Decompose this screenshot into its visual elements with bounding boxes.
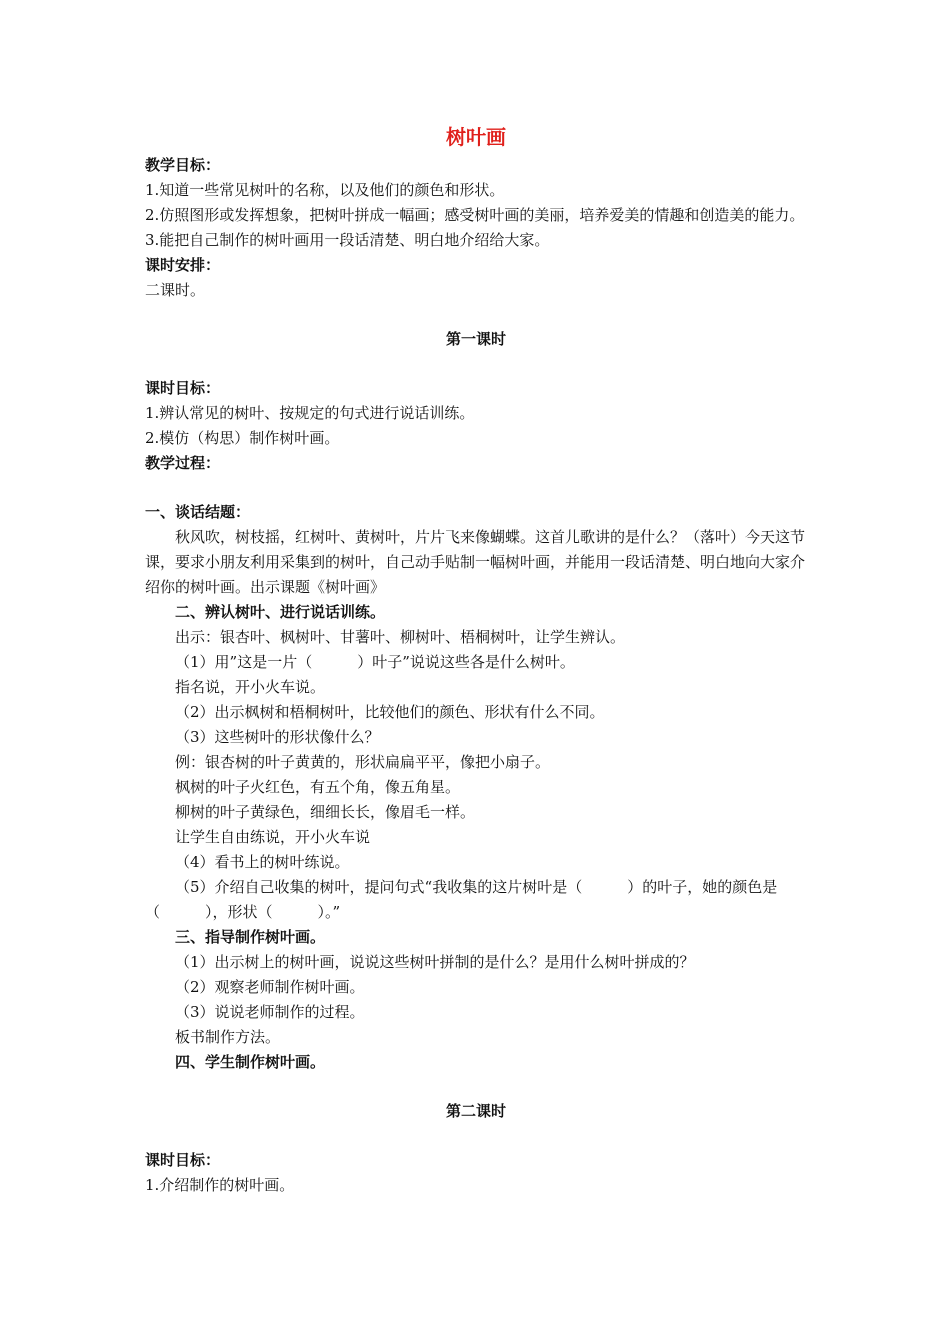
lesson1-process-heading: 教学过程： [145,454,221,472]
schedule-text: 二课时。 [145,281,206,299]
lesson1-goal-1: 1.辨认常见的树叶、按规定的句式进行说话训练。 [145,404,475,422]
spacer [145,476,807,500]
section2-heading: 二、辨认树叶、进行说话训练。 [175,603,386,621]
lesson2-goals-heading: 课时目标： [145,1151,221,1169]
document-title: 树叶画 [446,125,506,149]
lesson2-title: 第二课时 [445,1102,506,1120]
section2-line: （2）出示枫树和梧桐树叶，比较他们的颜色、形状有什么不同。 [175,703,605,721]
section2-line: 让学生自由练说，开小火车说 [175,828,371,846]
section2-last-line: （5）介绍自己收集的树叶，提问句式“我收集的这片树叶是（ ）的叶子，她的颜色是（ ），形状（ ）。” [145,878,778,921]
teaching-goal-2: 2.仿照图形或发挥想象，把树叶拼成一幅画；感受树叶画的美丽，培养爱美的情趣和创造美的能力。 [145,206,805,224]
teaching-goal-3: 3.能把自己制作的树叶画用一段话清楚、明白地介绍给大家。 [145,231,550,249]
teaching-goal-1: 1.知道一些常见树叶的名称，以及他们的颜色和形状。 [145,181,505,199]
teaching-goals-heading: 教学目标： [145,156,221,174]
spacer [145,1075,807,1099]
section2-line: （1）用”这是一片（ ）叶子”说说这些各是什么树叶。 [175,653,575,671]
lesson1-goals-heading: 课时目标： [145,379,221,397]
spacer [145,1124,807,1148]
section2-line: 枫树的叶子火红色，有五个角，像五角星。 [175,778,461,796]
section3-line: （3）说说老师制作的过程。 [175,1003,365,1021]
lesson1-goal-2: 2.模仿（构思）制作树叶画。 [145,429,340,447]
section2-line: （3）这些树叶的形状像什么？ [175,728,380,746]
section2-line: 出示：银杏叶、枫树叶、甘薯叶、柳树叶、梧桐树叶，让学生辨认。 [175,628,626,646]
section2-line: 柳树的叶子黄绿色，细细长长，像眉毛一样。 [175,803,476,821]
document-page [145,122,807,1198]
spacer [145,352,807,376]
section3-line: （1）出示树上的树叶画，说说这些树叶拼制的是什么？是用什么树叶拼成的？ [175,953,695,971]
section1-heading: 一、谈话结题： [145,503,251,521]
schedule-heading: 课时安排： [145,256,221,274]
section2-line: 例：银杏树的叶子黄黄的，形状扁扁平平，像把小扇子。 [175,753,551,771]
section2-line: 指名说，开小火车说。 [175,678,326,696]
section2-line: （4）看书上的树叶练说。 [175,853,350,871]
section1-text: 秋风吹，树枝摇，红树叶、黄树叶，片片飞来像蝴蝶。这首儿歌讲的是什么？（落叶）今天这节课，要求小朋友利用采集到的树叶，自己动手贴制一幅树叶画，并能用一段话清楚、明白地向大家介绍你的树叶画。出示课题《树叶画》 [145,528,806,596]
section3-heading: 三、指导制作树叶画。 [175,928,326,946]
lesson1-title: 第一课时 [445,330,506,348]
section3-line: （2）观察老师制作树叶画。 [175,978,365,996]
section4-heading: 四、学生制作树叶画。 [175,1053,326,1071]
section3-line: 板书制作方法。 [175,1028,281,1046]
lesson2-goal-1: 1.介绍制作的树叶画。 [145,1176,295,1194]
spacer [145,303,807,327]
